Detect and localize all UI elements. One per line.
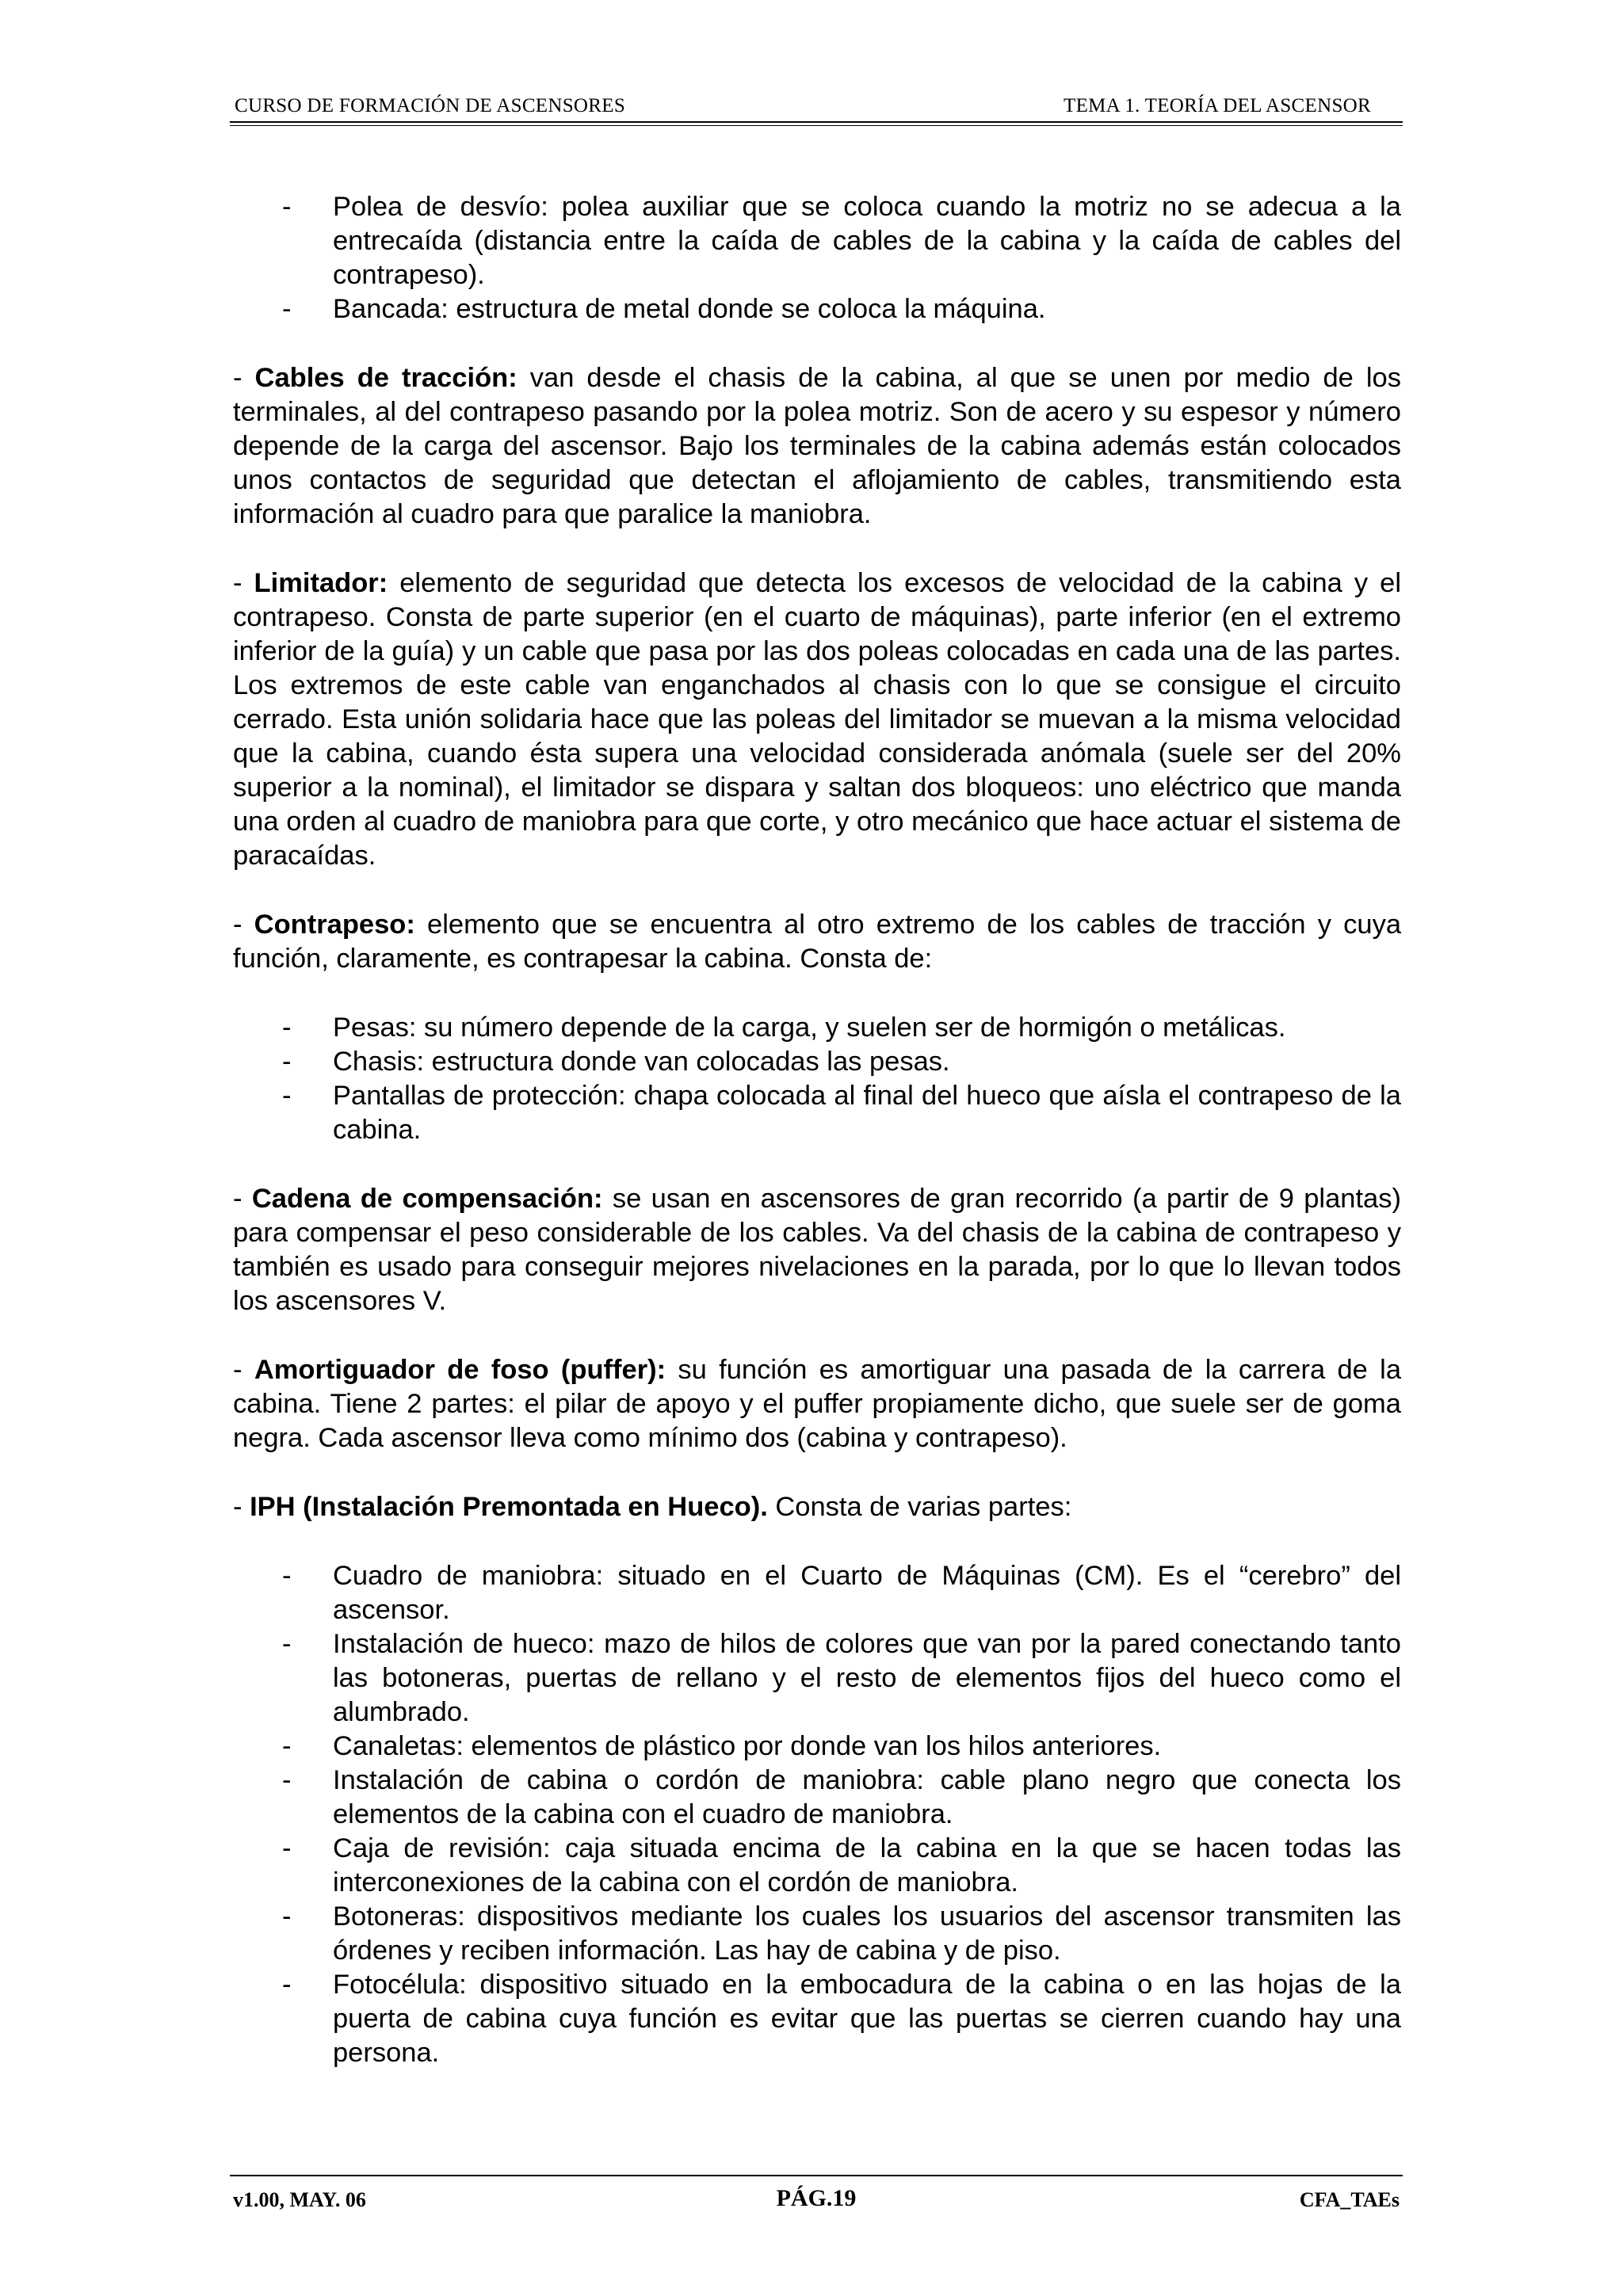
footer-code: CFA_TAEs (1299, 2188, 1400, 2211)
term-limitador: Limitador: (254, 568, 388, 598)
term-cadena: Cadena de compensación: (251, 1184, 603, 1214)
list-item: - Botoneras: dispositivos mediante los cuales los usuarios del ascensor transmiten las órdenes y reciben información. Las hay de cabina y de piso. (233, 1900, 1401, 1968)
page-body (233, 190, 1401, 2105)
list-motor-parts (233, 190, 1401, 326)
header-rule-thin (230, 125, 1403, 126)
paragraph-limitador: - Limitador: elemento de seguridad que detecta los excesos de velocidad de la cabina y el contrapeso. Consta de parte superior (en el cuarto de máquinas), parte inferior (en el extremo inferior de la guía) y un cable que pasa por las dos poleas colocadas en cada una de las partes. Los extremos de este cable van enganchados al chasis con lo que se consigue el circuito cerrado. Esta unión solidaria hace que las poleas del limitador se muevan a la misma velocidad que la cabina, cuando ésta supera una velocidad considerada anómala (suele ser del 20% superior a la nominal), el limitador se dispara y saltan dos bloqueos: uno eléctrico que manda una orden al cuadro de maniobra para que corte, y otro mecánico que hace actuar el sistema de paracaídas. (233, 568, 1401, 871)
list-item: - Cuadro de maniobra: situado en el Cuarto de Máquinas (CM). Es el “cerebro” del ascensor. (233, 1559, 1401, 1627)
term-iph: IPH (Instalación Premontada en Hueco). (250, 1492, 768, 1522)
paragraph-cadena: - Cadena de compensación: se usan en ascensores de gran recorrido (a partir de 9 plantas) para compensar el peso considerable de los cables. Va del chasis de la cabina de contrapeso y también es usado para conseguir mejores nivelaciones en la parada, por lo que lo llevan todos los ascensores V. (233, 1184, 1401, 1316)
list-iph-parts (233, 1559, 1401, 2070)
term-cables: Cables de tracción: (254, 363, 517, 393)
list-item: - Pesas: su número depende de la carga, y suelen ser de hormigón o metálicas. (233, 1011, 1401, 1045)
list-item: - Chasis: estructura donde van colocadas las pesas. (233, 1045, 1401, 1079)
term-contrapeso: Contrapeso: (254, 910, 415, 940)
paragraph-amortiguador: - Amortiguador de foso (puffer): su función es amortiguar una pasada de la carrera de la cabina. Tiene 2 partes: el pilar de apoyo y el puffer propiamente dicho, que suele ser de goma negra. Cada ascensor lleva como mínimo dos (cabina y contrapeso). (233, 1355, 1402, 1453)
paragraph-iph: - IPH (Instalación Premontada en Hueco). Consta de varias partes: (233, 1492, 1072, 1522)
header-chapter-title: TEMA 1. TEORÍA DEL ASCENSOR (1064, 95, 1371, 116)
footer-page-number: PÁG.19 (776, 2185, 857, 2211)
list-item: - Polea de desvío: polea auxiliar que se coloca cuando la motriz no se adecua a la entrecaída (distancia entre la caída de cables de la cabina y la caída de cables del contrapeso). (233, 190, 1401, 292)
list-item: - Fotocélula: dispositivo situado en la embocadura de la cabina o en las hojas de la puerta de cabina cuya función es evitar que las puertas se cierren cuando hay una persona. (233, 1968, 1401, 2070)
paragraph-cables: - Cables de tracción: van desde el chasis de la cabina, al que se unen por medio de los terminales, al del contrapeso pasando por la polea motriz. Son de acero y su espesor y número depende de la carga del ascensor. Bajo los terminales de la cabina además están colocados unos contactos de seguridad que detectan el aflojamiento de cables, transmitiendo esta información al cuadro para que paralice la maniobra. (233, 363, 1401, 529)
footer-rule (230, 2175, 1403, 2176)
list-item: - Instalación de cabina o cordón de maniobra: cable plano negro que conecta los elementos de la cabina con el cuadro de maniobra. (233, 1764, 1401, 1832)
list-item: - Bancada: estructura de metal donde se coloca la máquina. (233, 292, 1401, 326)
paragraph-contrapeso: - Contrapeso: elemento que se encuentra al otro extremo de los cables de tracción y cuya función, claramente, es contrapesar la cabina. Consta de: (233, 910, 1402, 974)
header-course-title: CURSO DE FORMACIÓN DE ASCENSORES (235, 95, 626, 116)
footer-version: v1.00, MAY. 06 (233, 2188, 366, 2211)
term-amortiguador: Amortiguador de foso (puffer): (254, 1355, 666, 1385)
page-footer (230, 2185, 1403, 2217)
list-item: - Canaletas: elementos de plástico por donde van los hilos anteriores. (233, 1730, 1401, 1764)
header-rule (230, 121, 1403, 123)
list-item: - Caja de revisión: caja situada encima de la cabina en la que se hacen todas las interconexiones de la cabina con el cordón de maniobra. (233, 1832, 1401, 1900)
list-contrapeso-parts (233, 1011, 1401, 1147)
list-item: - Pantallas de protección: chapa colocada al final del hueco que aísla el contrapeso de la cabina. (233, 1079, 1401, 1147)
list-item: - Instalación de hueco: mazo de hilos de colores que van por la pared conectando tanto las botoneras, puertas de rellano y el resto de elementos fijos del hueco como el alumbrado. (233, 1627, 1401, 1730)
